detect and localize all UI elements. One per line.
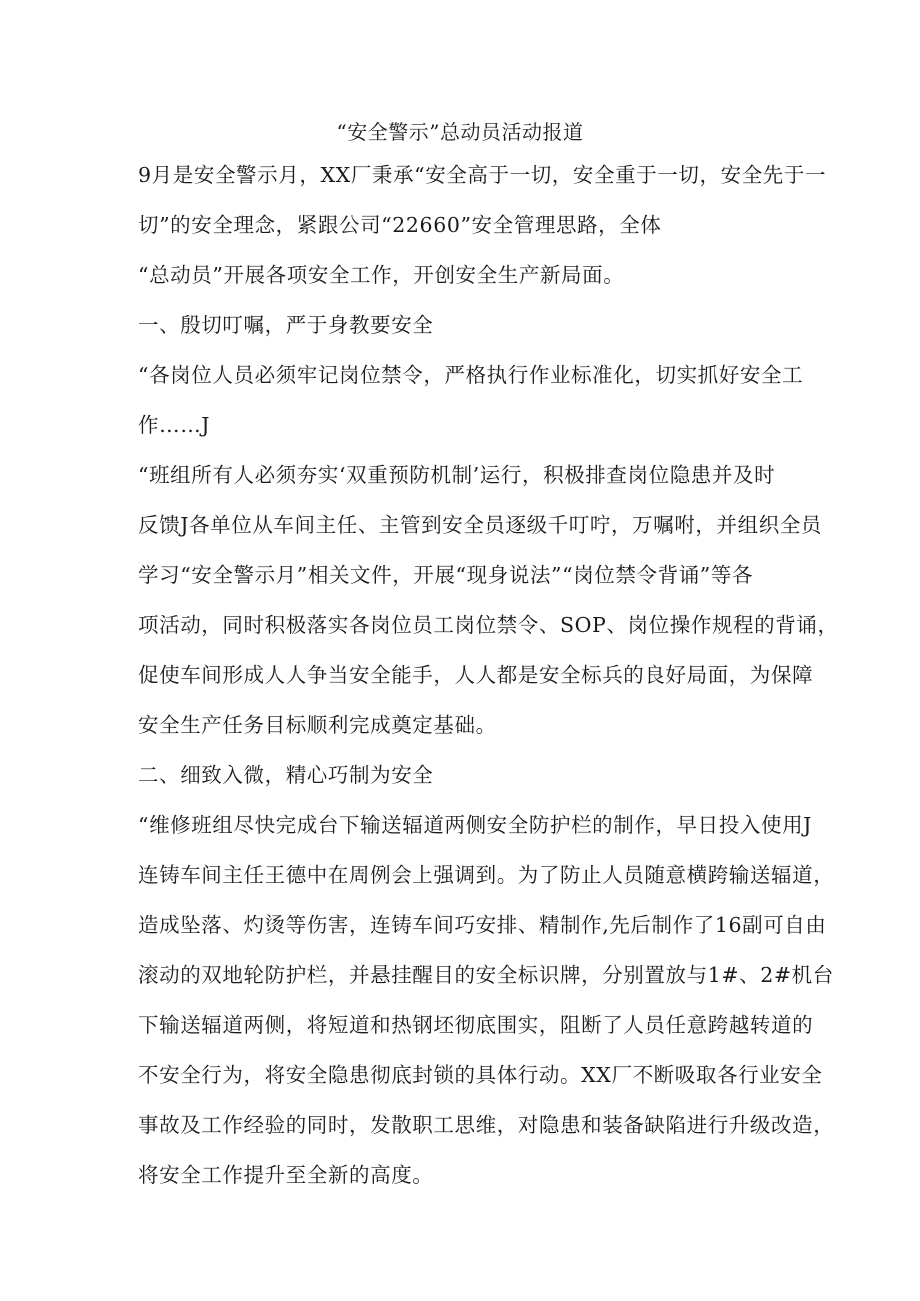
text-line: 反馈J各单位从车间主任、主管到安全员逐级千叮咛，万嘱咐，并组织全员 bbox=[138, 513, 823, 537]
text-line: 促使车间形成人人争当安全能手，人人都是安全标兵的良好局面，为保障 bbox=[138, 663, 814, 687]
text-line: 下输送辐道两侧，将短道和热钢坯彻底围实，阻断了人员任意跨越转道的 bbox=[138, 1013, 814, 1037]
text-line: 9月是安全警示月，XX厂秉承“安全高于一切，安全重于一切，安全先于一 bbox=[138, 163, 827, 187]
text-line: 连铸车间主任王德中在周例会上强调到。为了防止人员随意横跨输送辐道， bbox=[138, 863, 835, 887]
text-line: 作……J bbox=[138, 413, 211, 437]
text-line: 项活动，同时积极落实各岗位员工岗位禁令、SOP、岗位操作规程的背诵， bbox=[138, 613, 839, 637]
text-line: 切”的安全理念，紧跟公司“22660”安全管理思路，全体 bbox=[138, 213, 662, 237]
text-line: 安全生产任务目标顺利完成奠定基础。 bbox=[138, 713, 497, 737]
text-line: 事故及工作经验的同时，发散职工思维，对隐患和装备缺陷进行升级改造， bbox=[138, 1113, 835, 1137]
text-line: 学习“安全警示月”相关文件，开展“现身说法”“岗位禁令背诵”等各 bbox=[138, 563, 754, 587]
document-title: “安全警示”总动员活动报道 bbox=[336, 120, 584, 144]
text-line: “各岗位人员必须牢记岗位禁令，严格执行作业标准化，切实抓好安全工 bbox=[138, 363, 804, 387]
section-heading-1: 一、殷切叮嘱，严于身教要安全 bbox=[138, 313, 434, 337]
text-line: 不安全行为，将安全隐患彻底封锁的具体行动。XX厂不断吸取各行业安全 bbox=[138, 1063, 823, 1087]
text-line: 将安全工作提升至全新的高度。 bbox=[138, 1163, 434, 1187]
text-line: “总动员”开展各项安全工作，开创安全生产新局面。 bbox=[138, 263, 625, 287]
text-line: “班组所有人必须夯实‘双重预防机制’运行，积极排查岗位隐患并及时 bbox=[138, 463, 776, 487]
section-heading-2: 二、细致入微，精心巧制为安全 bbox=[138, 763, 434, 787]
document-body bbox=[138, 160, 839, 1210]
text-line: “维修班组尽快完成台下输送辐道两侧安全防护栏的制作，早日投入使用J bbox=[138, 813, 812, 837]
text-line: 造成坠落、灼烫等伤害，连铸车间巧安排、精制作,先后制作了16副可自由 bbox=[138, 913, 827, 937]
text-line: 滚动的双地轮防护栏，并悬挂醒目的安全标识牌，分别置放与1#、2#机台 bbox=[138, 963, 834, 987]
